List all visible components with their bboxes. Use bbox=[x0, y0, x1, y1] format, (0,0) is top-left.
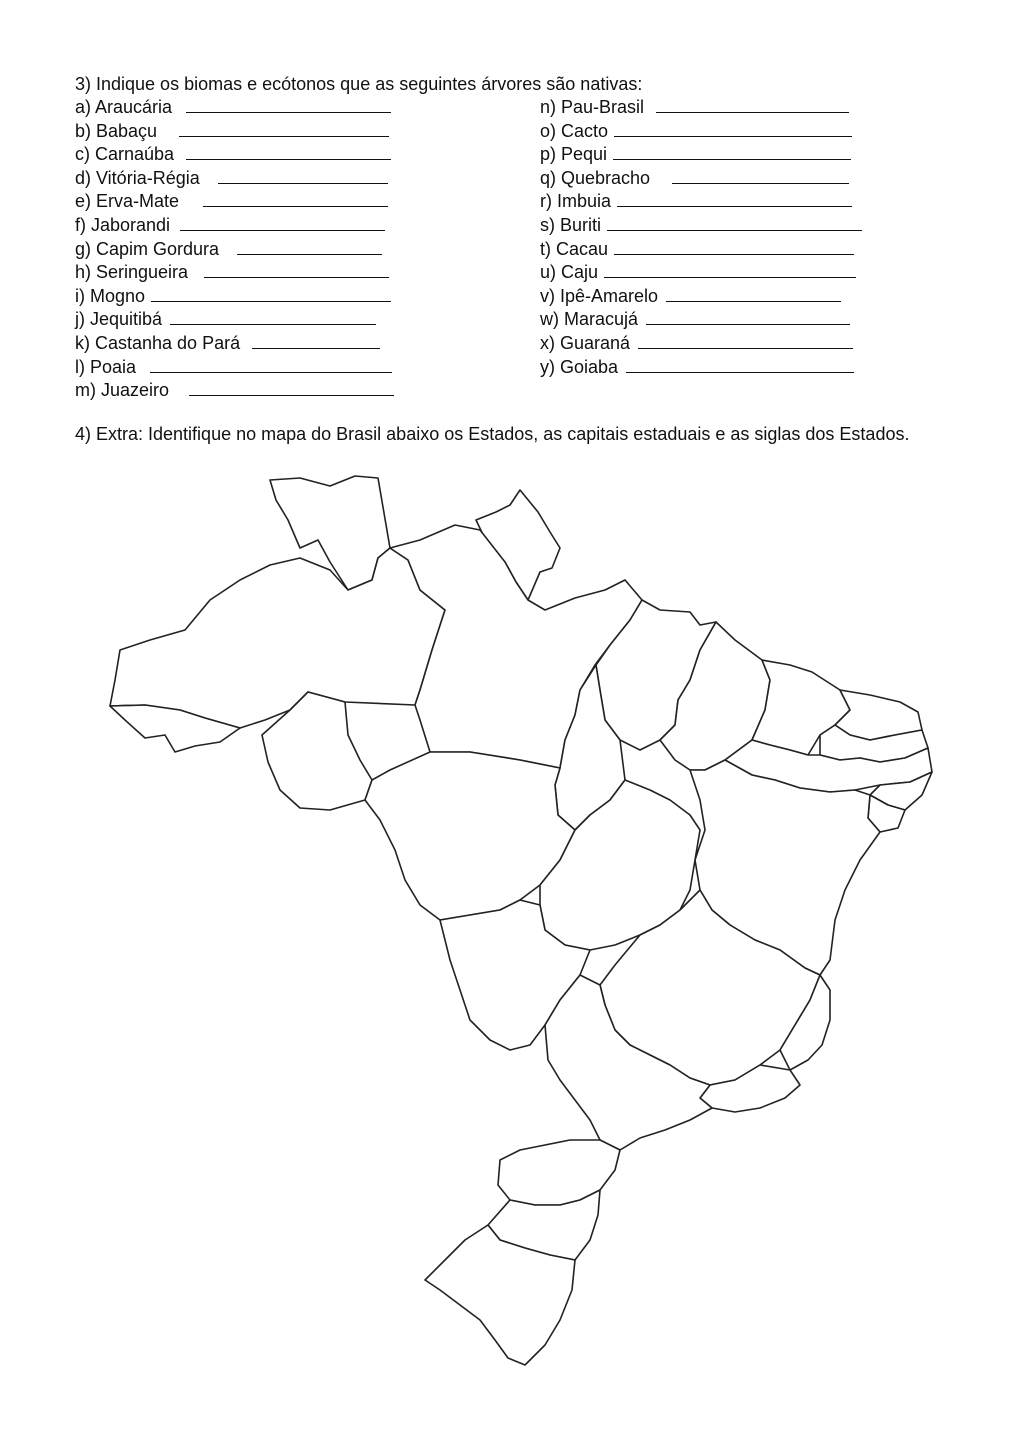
answer-list-right bbox=[540, 96, 862, 379]
answer-blank[interactable] bbox=[607, 215, 862, 231]
list-item bbox=[75, 332, 394, 356]
item-label: n) Pau-Brasil bbox=[540, 97, 645, 117]
item-label: w) Maracujá bbox=[540, 309, 639, 330]
list-item bbox=[75, 96, 394, 120]
answer-blank[interactable] bbox=[617, 191, 852, 207]
item-label: p) Pequi bbox=[540, 144, 608, 165]
item-label: s) Buriti bbox=[540, 214, 602, 235]
list-item bbox=[540, 190, 862, 214]
list-item bbox=[540, 143, 862, 167]
state-amazonas bbox=[110, 548, 445, 728]
answer-blank[interactable] bbox=[666, 286, 841, 302]
item-label: i) Mogno bbox=[75, 285, 146, 306]
item-label: f) Jaborandi bbox=[75, 214, 171, 235]
question-4-title: 4) Extra: Identifique no mapa do Brasil abaixo os Estados, as capitais estaduais e as siglas dos Estados. bbox=[75, 424, 910, 444]
item-label: t) Cacau bbox=[540, 238, 609, 259]
list-item bbox=[540, 120, 862, 144]
answer-blank[interactable] bbox=[638, 333, 853, 349]
list-item bbox=[75, 120, 394, 144]
answer-blank[interactable] bbox=[604, 262, 856, 278]
answer-blank[interactable] bbox=[656, 97, 849, 113]
item-label: r) Imbuia bbox=[540, 191, 612, 212]
list-item bbox=[540, 238, 862, 262]
list-item bbox=[75, 167, 394, 191]
item-label: v) Ipê-Amarelo bbox=[540, 285, 659, 306]
list-item bbox=[75, 356, 394, 380]
item-label: o) Cacto bbox=[540, 120, 609, 141]
brazil-map-icon bbox=[0, 460, 1024, 1449]
answer-blank[interactable] bbox=[218, 168, 388, 184]
item-label: h) Seringueira bbox=[75, 262, 189, 283]
item-label: d) Vitória-Régia bbox=[75, 167, 200, 188]
answer-blank[interactable] bbox=[186, 144, 391, 160]
list-item bbox=[75, 308, 394, 332]
item-label: m) Juazeiro bbox=[75, 380, 170, 401]
item-label: u) Caju bbox=[540, 262, 599, 283]
list-item bbox=[75, 379, 394, 403]
list-item bbox=[540, 214, 862, 238]
list-item bbox=[540, 261, 862, 285]
list-item bbox=[75, 261, 394, 285]
item-label: l) Poaia bbox=[75, 356, 137, 377]
answer-blank[interactable] bbox=[613, 144, 851, 160]
answer-blank[interactable] bbox=[237, 239, 382, 255]
answer-blank[interactable] bbox=[672, 168, 849, 184]
list-item bbox=[540, 308, 862, 332]
item-label: k) Castanha do Pará bbox=[75, 332, 241, 353]
list-item bbox=[75, 143, 394, 167]
answer-blank[interactable] bbox=[204, 262, 389, 278]
item-label: a) Araucária bbox=[75, 97, 173, 117]
question-3-title: 3) Indique os biomas e ecótonos que as seguintes árvores são nativas: bbox=[75, 74, 643, 94]
answer-blank[interactable] bbox=[252, 333, 380, 349]
list-item bbox=[540, 356, 862, 380]
answer-blank[interactable] bbox=[626, 357, 854, 373]
list-item bbox=[540, 167, 862, 191]
item-label: c) Carnaúba bbox=[75, 144, 175, 165]
list-item bbox=[540, 285, 862, 309]
answer-blank[interactable] bbox=[186, 97, 391, 113]
item-label: b) Babaçu bbox=[75, 120, 158, 141]
answer-blank[interactable] bbox=[189, 380, 394, 396]
list-item bbox=[75, 214, 394, 238]
item-label: e) Erva-Mate bbox=[75, 191, 180, 212]
item-label: j) Jequitibá bbox=[75, 309, 163, 330]
answer-blank[interactable] bbox=[614, 121, 852, 137]
item-label: y) Goiaba bbox=[540, 356, 619, 377]
answer-blank[interactable] bbox=[170, 309, 376, 325]
answer-blank[interactable] bbox=[179, 121, 389, 137]
list-item bbox=[75, 285, 394, 309]
list-item bbox=[540, 332, 862, 356]
item-label: x) Guaraná bbox=[540, 332, 631, 353]
item-label: g) Capim Gordura bbox=[75, 238, 220, 259]
list-item bbox=[75, 238, 394, 262]
state-parana bbox=[498, 1140, 620, 1205]
answer-blank[interactable] bbox=[180, 215, 385, 231]
answer-list-left bbox=[75, 96, 394, 403]
answer-blank[interactable] bbox=[203, 191, 388, 207]
item-label: q) Quebracho bbox=[540, 167, 651, 188]
answer-blank[interactable] bbox=[646, 309, 850, 325]
answer-blank[interactable] bbox=[151, 286, 391, 302]
list-item bbox=[540, 96, 862, 120]
list-item bbox=[75, 190, 394, 214]
answer-blank[interactable] bbox=[614, 239, 854, 255]
answer-blank[interactable] bbox=[150, 357, 392, 373]
